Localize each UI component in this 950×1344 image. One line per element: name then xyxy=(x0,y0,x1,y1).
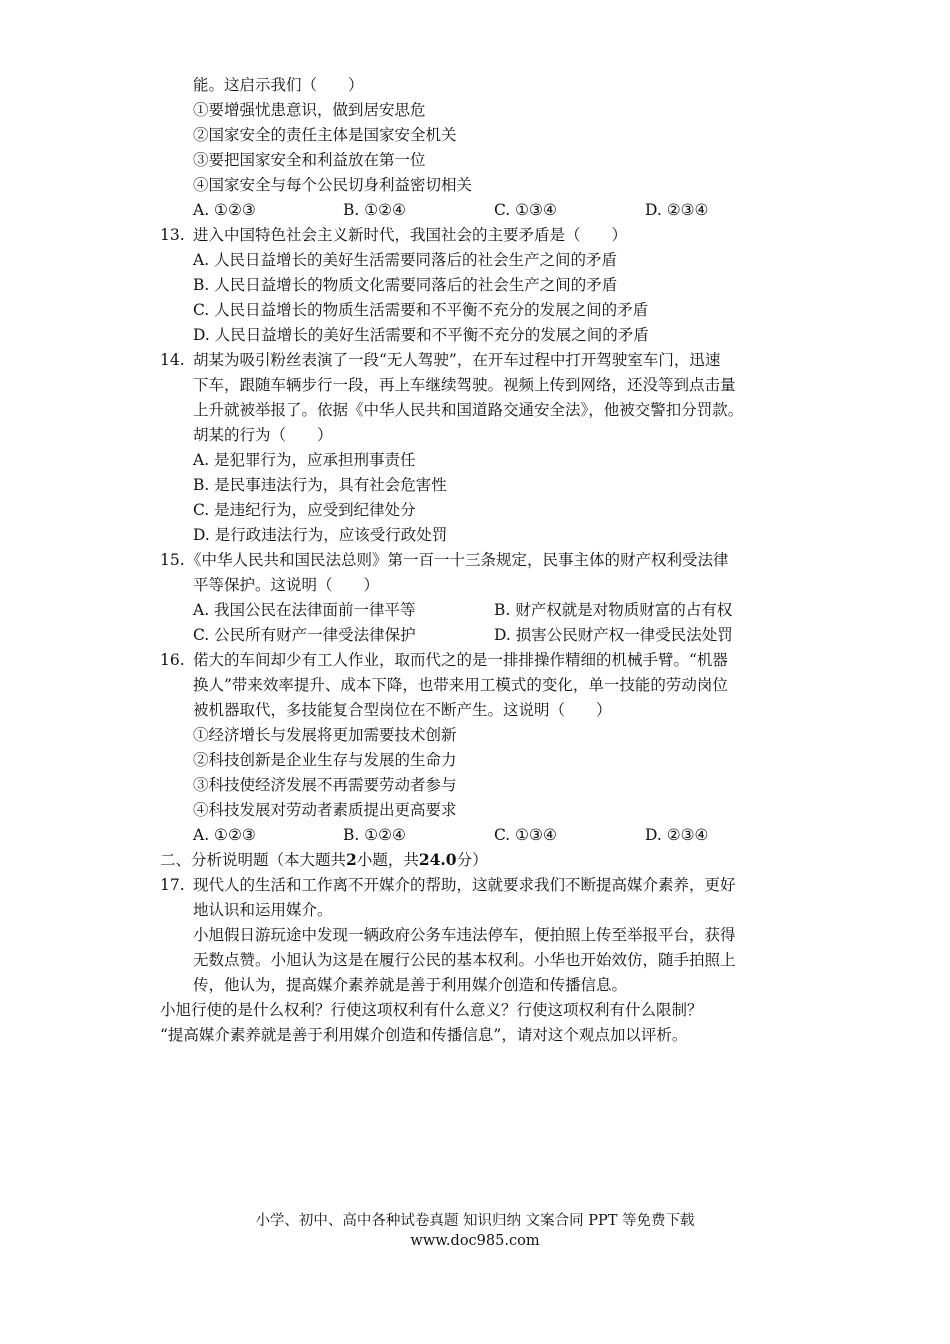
statement-item: ③科技使经济发展不再需要劳动者参与 xyxy=(193,776,457,794)
option-d: D. 人民日益增长的美好生活需要和不平衡不充分的发展之间的矛盾 xyxy=(193,326,649,344)
sub-question: 小旭行使的是什么权利？行使这项权利有什么意义？行使这项权利有什么限制？ xyxy=(160,1001,703,1019)
question-stem: 进入中国特色社会主义新时代，我国社会的主要矛盾是（ ） xyxy=(193,226,628,244)
question-number: 13. xyxy=(160,226,185,244)
statement-item: ①经济增长与发展将更加需要技术创新 xyxy=(193,726,457,744)
option-d: D. 是行政违法行为，应该受行政处罚 xyxy=(193,526,448,544)
statement-item: ④科技发展对劳动者素质提出更高要求 xyxy=(193,801,457,819)
statement-item: ①要增强忧患意识，做到居安思危 xyxy=(193,101,426,119)
footer-promo-text: 小学、初中、高中各种试卷真题 知识归纳 文案合同 PPT 等免费下载 xyxy=(255,1213,695,1229)
section-title-mid: 小题，共 xyxy=(356,851,419,869)
statement-item: ②科技创新是企业生存与发展的生命力 xyxy=(193,751,457,769)
question-stem: 能。这启示我们（ ） xyxy=(193,76,364,94)
question-number: 15. xyxy=(160,551,185,569)
option-c: C. ①③④ xyxy=(494,826,557,844)
option-a: A. ①②③ xyxy=(193,201,256,219)
option-b: B. ①②④ xyxy=(343,201,406,219)
option-c: C. 人民日益增长的物质生活需要和不平衡不充分的发展之间的矛盾 xyxy=(193,301,649,319)
option-c: C. 公民所有财产一律受法律保护 xyxy=(193,626,416,644)
question-number: 17. xyxy=(160,876,185,894)
option-a: A. 我国公民在法律面前一律平等 xyxy=(193,601,416,619)
option-b: B. ①②④ xyxy=(343,826,406,844)
option-a: A. 人民日益增长的美好生活需要同落后的社会生产之间的矛盾 xyxy=(193,251,618,269)
section-heading xyxy=(160,849,488,871)
question-stem-line: 传，他认为，提高媒介素养就是善于利用媒介创造和传播信息。 xyxy=(193,976,628,994)
option-b: B. 是民事违法行为，具有社会危害性 xyxy=(193,476,447,494)
question-stem-line: 《中华人民共和国民法总则》第一百一十三条规定，民事主体的财产权利受法律 xyxy=(186,551,729,569)
footer-website-link[interactable]: www.doc985.com xyxy=(410,1233,540,1249)
option-b: B. 财产权就是对物质财富的占有权 xyxy=(494,601,733,619)
question-stem-line: 换人”带来效率提升、成本下降，也带来用工模式的变化，单一技能的劳动岗位 xyxy=(193,676,728,694)
question-stem-line: 地认识和运用媒介。 xyxy=(193,901,333,919)
question-stem-line: 偌大的车间却少有工人作业，取而代之的是一排排操作精细的机械手臂。“机器 xyxy=(193,651,728,669)
option-a: A. ①②③ xyxy=(193,826,256,844)
sub-question: “提高媒介素养就是善于利用媒介创造和传播信息”，请对这个观点加以评析。 xyxy=(160,1026,688,1044)
question-stem-line: 平等保护。这说明（ ） xyxy=(193,576,380,594)
question-stem-line: 下车，跟随车辆步行一段，再上车继续驾驶。视频上传到网络，还没等到点击量 xyxy=(193,376,736,394)
option-d: D. ②③④ xyxy=(645,826,709,844)
question-number: 14. xyxy=(160,351,185,369)
question-stem-line: 被机器取代，多技能复合型岗位在不断产生。这说明（ ） xyxy=(193,701,612,719)
question-stem-line: 胡某的行为（ ） xyxy=(193,426,333,444)
section-title-suffix: 分） xyxy=(456,851,488,869)
question-stem-line: 现代人的生活和工作离不开媒介的帮助，这就要求我们不断提高媒介素养，更好 xyxy=(193,876,736,894)
statement-item: ④国家安全与每个公民切身利益密切相关 xyxy=(193,176,473,194)
option-d: D. 损害公民财产权一律受民法处罚 xyxy=(494,626,733,644)
statement-item: ③要把国家安全和利益放在第一位 xyxy=(193,151,426,169)
option-c: C. ①③④ xyxy=(494,201,557,219)
question-stem-line: 上升就被举报了。依据《中华人民共和国道路交通安全法》，他被交警扣分罚款。 xyxy=(193,401,744,419)
question-stem-line: 胡某为吸引粉丝表演了一段“无人驾驶”，在开车过程中打开驾驶室车门，迅速 xyxy=(193,351,721,369)
section-title-prefix: 二、分析说明题（本大题共 xyxy=(160,851,347,869)
option-a: A. 是犯罪行为，应承担刑事责任 xyxy=(193,451,416,469)
statement-item: ②国家安全的责任主体是国家安全机关 xyxy=(193,126,457,144)
question-stem-line: 无数点赞。小旭认为这是在履行公民的基本权利。小华也开始效仿，随手拍照上 xyxy=(193,951,736,969)
option-b: B. 人民日益增长的物质文化需要同落后的社会生产之间的矛盾 xyxy=(193,276,618,294)
question-number: 16. xyxy=(160,651,185,669)
option-d: D. ②③④ xyxy=(645,201,709,219)
section-total-score: 24.0 xyxy=(418,850,457,869)
option-c: C. 是违纪行为，应受到纪律处分 xyxy=(193,501,416,519)
question-stem-line: 小旭假日游玩途中发现一辆政府公务车违法停车，便拍照上传至举报平台，获得 xyxy=(193,926,736,944)
section-question-count: 2 xyxy=(346,850,357,869)
